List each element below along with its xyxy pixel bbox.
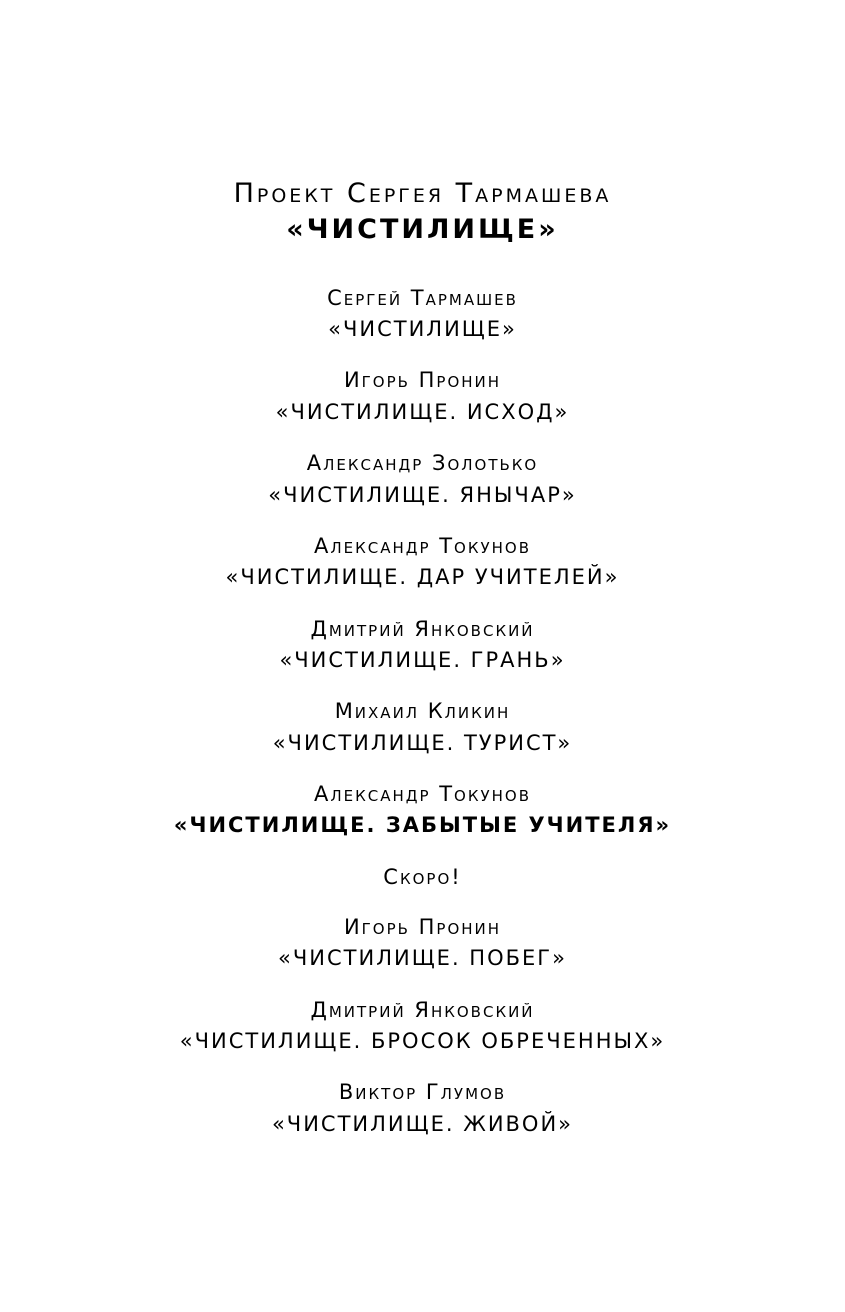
book-title: «ЧИСТИЛИЩЕ. ИСХОД» <box>275 400 570 424</box>
soon-label: Скоро! <box>383 865 462 889</box>
book-author: Игорь Пронин <box>343 368 502 392</box>
upcoming-title: «ЧИСТИЛИЩЕ. ПОБЕГ» <box>278 946 567 970</box>
book-title: «ЧИСТИЛИЩЕ. ТУРИСТ» <box>272 731 573 755</box>
project-series-title: «ЧИСТИЛИЩЕ» <box>286 214 559 245</box>
project-heading: Проект Сергея Тармашева <box>233 178 612 209</box>
upcoming-author: Дмитрий Янковский <box>310 998 535 1022</box>
book-author: Александр Токунов <box>313 782 532 806</box>
book-author: Дмитрий Янковский <box>310 617 535 641</box>
book-author: Сергей Тармашев <box>327 286 518 310</box>
book-title-featured: «ЧИСТИЛИЩЕ. ЗАБЫТЫЕ УЧИТЕЛЯ» <box>173 813 672 837</box>
book-title: «ЧИСТИЛИЩЕ. ГРАНЬ» <box>279 648 566 672</box>
upcoming-author: Виктор Глумов <box>338 1080 507 1104</box>
upcoming-title: «ЧИСТИЛИЩЕ. БРОСОК ОБРЕЧЕННЫХ» <box>179 1029 666 1053</box>
book-author: Михаил Кликин <box>334 699 511 723</box>
upcoming-title: «ЧИСТИЛИЩЕ. ЖИВОЙ» <box>271 1112 574 1136</box>
book-title: «ЧИСТИЛИЩЕ. ДАР УЧИТЕЛЕЙ» <box>225 565 620 589</box>
book-author: Александр Токунов <box>313 534 532 558</box>
upcoming-author: Игорь Пронин <box>343 915 502 939</box>
book-author: Александр Золотько <box>306 451 539 475</box>
book-title: «ЧИСТИЛИЩЕ. ЯНЫЧАР» <box>268 483 577 507</box>
book-title: «ЧИСТИЛИЩЕ» <box>328 317 517 341</box>
